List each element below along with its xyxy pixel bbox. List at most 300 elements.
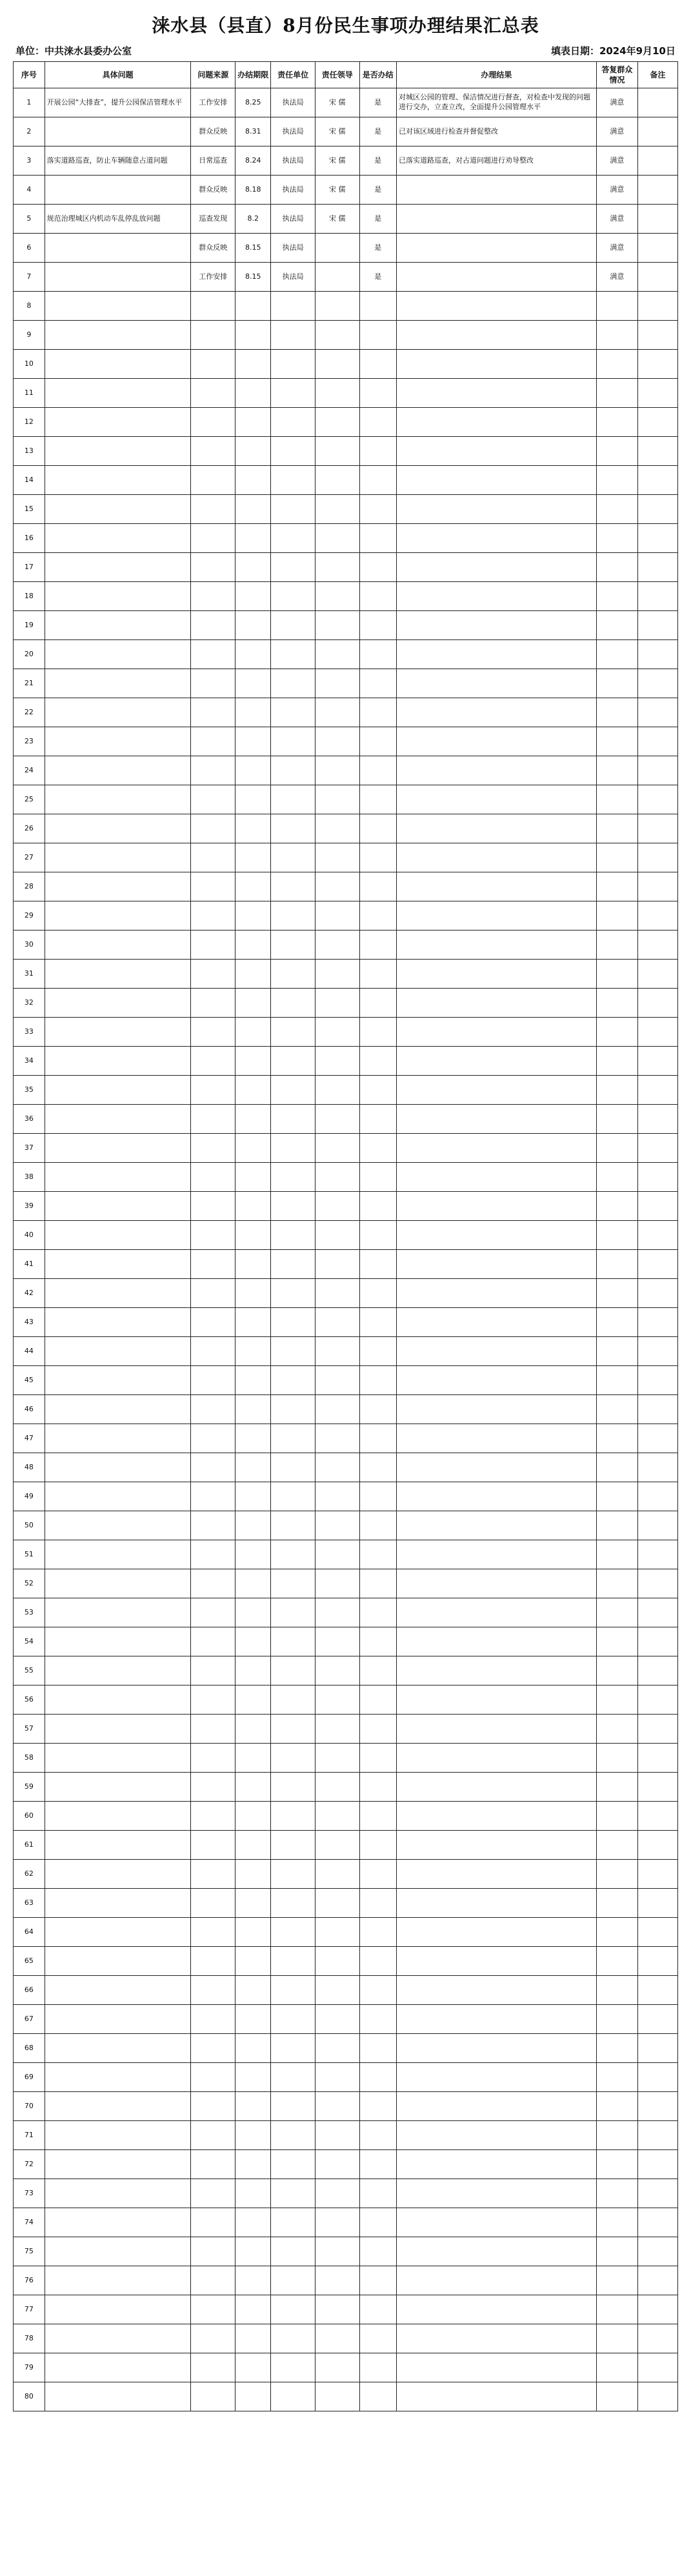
cell-issue [45,2063,191,2092]
cell-no: 42 [14,1279,45,1308]
cell-done [359,2005,397,2034]
cell-leader [315,756,359,785]
cell-done [359,2121,397,2150]
cell-no: 18 [14,582,45,611]
cell-issue [45,466,191,495]
cell-deadline [235,524,271,553]
cell-remark [637,2237,677,2266]
cell-result [397,495,597,524]
cell-result [397,1802,597,1831]
table-row [14,814,678,843]
cell-source [191,1453,235,1482]
cell-leader [315,1889,359,1918]
cell-result [397,292,597,321]
cell-no: 57 [14,1715,45,1744]
cell-issue [45,2237,191,2266]
cell-unit [271,1831,315,1860]
cell-leader [315,901,359,931]
cell-reply [596,698,637,727]
cell-no: 7 [14,263,45,292]
cell-issue [45,582,191,611]
cell-source: 巡查发现 [191,205,235,234]
cell-unit [271,1627,315,1656]
table-row [14,263,678,292]
cell-source [191,2208,235,2237]
cell-leader: 宋 儒 [315,205,359,234]
cell-issue [45,1540,191,1569]
cell-done [359,989,397,1018]
cell-unit [271,1395,315,1424]
cell-no: 54 [14,1627,45,1656]
cell-result [397,785,597,814]
cell-deadline [235,1105,271,1134]
cell-deadline: 8.18 [235,176,271,205]
cell-deadline [235,1221,271,1250]
cell-source: 群众反映 [191,176,235,205]
table-row [14,2295,678,2324]
cell-unit [271,989,315,1018]
cell-remark [637,727,677,756]
table-row [14,1685,678,1715]
cell-deadline [235,698,271,727]
cell-result [397,350,597,379]
cell-issue [45,1802,191,1831]
cell-done [359,1047,397,1076]
cell-remark [637,2121,677,2150]
cell-no: 37 [14,1134,45,1163]
cell-remark [637,408,677,437]
cell-source [191,1802,235,1831]
cell-deadline [235,756,271,785]
table-row [14,1018,678,1047]
cell-unit [271,321,315,350]
cell-remark [637,1221,677,1250]
cell-no: 64 [14,1918,45,1947]
column-header-result: 办理结果 [397,62,597,88]
cell-source [191,1569,235,1598]
cell-no: 10 [14,350,45,379]
cell-source [191,1105,235,1134]
table-row [14,2237,678,2266]
cell-remark [637,88,677,117]
cell-remark [637,640,677,669]
cell-no: 15 [14,495,45,524]
cell-remark [637,1540,677,1569]
cell-result [397,960,597,989]
cell-leader [315,1569,359,1598]
cell-unit [271,2295,315,2324]
cell-no: 65 [14,1947,45,1976]
table-row [14,524,678,553]
cell-reply [596,1918,637,1947]
cell-reply: 满意 [596,146,637,176]
cell-leader [315,698,359,727]
cell-deadline [235,2150,271,2179]
cell-reply [596,437,637,466]
cell-done: 是 [359,234,397,263]
cell-deadline [235,785,271,814]
table-row [14,901,678,931]
cell-result [397,843,597,872]
cell-source [191,2295,235,2324]
cell-reply [596,1453,637,1482]
cell-source [191,2005,235,2034]
cell-issue [45,1831,191,1860]
cell-unit [271,611,315,640]
table-row [14,234,678,263]
cell-unit [271,2150,315,2179]
table-row [14,2121,678,2150]
cell-deadline [235,1250,271,1279]
cell-deadline [235,1337,271,1366]
cell-source [191,2150,235,2179]
cell-remark [637,2150,677,2179]
cell-reply [596,2208,637,2237]
table-row [14,1715,678,1744]
cell-source [191,872,235,901]
table-row [14,1076,678,1105]
cell-done [359,1540,397,1569]
cell-no: 33 [14,1018,45,1047]
cell-source [191,1076,235,1105]
cell-deadline [235,2382,271,2411]
cell-source [191,2121,235,2150]
cell-done [359,292,397,321]
table-row [14,2208,678,2237]
cell-unit [271,1221,315,1250]
table-row [14,1540,678,1569]
table-row [14,2005,678,2034]
cell-unit [271,1134,315,1163]
cell-reply [596,1308,637,1337]
cell-leader [315,1076,359,1105]
cell-no: 21 [14,669,45,698]
cell-result [397,1627,597,1656]
cell-no: 74 [14,2208,45,2237]
cell-no: 12 [14,408,45,437]
cell-reply [596,495,637,524]
table-row [14,2063,678,2092]
cell-deadline [235,321,271,350]
table-row [14,727,678,756]
cell-leader [315,931,359,960]
cell-unit [271,1947,315,1976]
cell-reply [596,640,637,669]
cell-reply [596,1831,637,1860]
cell-no: 35 [14,1076,45,1105]
cell-issue [45,1685,191,1715]
cell-issue [45,2179,191,2208]
cell-remark [637,234,677,263]
cell-issue [45,2382,191,2411]
cell-source [191,1308,235,1337]
cell-done: 是 [359,263,397,292]
cell-source [191,1366,235,1395]
cell-remark [637,321,677,350]
cell-leader [315,321,359,350]
table-row [14,2382,678,2411]
cell-unit [271,960,315,989]
cell-reply [596,2034,637,2063]
cell-reply [596,1192,637,1221]
cell-result [397,1134,597,1163]
table-row [14,1918,678,1947]
cell-deadline [235,1366,271,1395]
cell-leader [315,263,359,292]
cell-source: 日常巡查 [191,146,235,176]
cell-deadline [235,1860,271,1889]
cell-reply: 满意 [596,263,637,292]
cell-no: 60 [14,1802,45,1831]
cell-source [191,669,235,698]
cell-result [397,1773,597,1802]
cell-deadline: 8.25 [235,88,271,117]
cell-leader [315,582,359,611]
cell-remark [637,292,677,321]
cell-leader [315,1047,359,1076]
cell-issue [45,1511,191,1540]
cell-remark [637,1947,677,1976]
cell-unit [271,1163,315,1192]
cell-issue [45,1047,191,1076]
cell-leader [315,2121,359,2150]
cell-done [359,1308,397,1337]
cell-unit [271,2382,315,2411]
cell-remark [637,1831,677,1860]
cell-result [397,437,597,466]
cell-deadline [235,1424,271,1453]
cell-remark [637,1569,677,1598]
column-header-source: 问题来源 [191,62,235,88]
cell-done [359,350,397,379]
cell-result [397,1076,597,1105]
cell-no: 55 [14,1656,45,1685]
cell-source [191,640,235,669]
cell-done [359,931,397,960]
cell-result [397,1947,597,1976]
cell-unit: 执法局 [271,146,315,176]
cell-issue [45,2005,191,2034]
cell-remark [637,669,677,698]
cell-result [397,1715,597,1744]
cell-result [397,727,597,756]
cell-remark [637,1889,677,1918]
cell-done: 是 [359,205,397,234]
cell-result [397,1482,597,1511]
cell-result [397,1105,597,1134]
cell-source [191,1134,235,1163]
cell-done [359,2324,397,2353]
cell-source [191,989,235,1018]
cell-deadline [235,1976,271,2005]
cell-source [191,843,235,872]
cell-leader [315,1598,359,1627]
cell-remark [637,1773,677,1802]
cell-remark [637,1192,677,1221]
cell-done [359,1163,397,1192]
cell-unit [271,582,315,611]
cell-remark [637,1163,677,1192]
cell-reply [596,1105,637,1134]
cell-deadline [235,1279,271,1308]
cell-done [359,2092,397,2121]
cell-source [191,379,235,408]
cell-issue [45,1134,191,1163]
cell-deadline [235,727,271,756]
cell-source [191,756,235,785]
cell-leader [315,1976,359,2005]
cell-deadline [235,1831,271,1860]
cell-source [191,2179,235,2208]
cell-done [359,785,397,814]
cell-deadline [235,1744,271,1773]
cell-no: 80 [14,2382,45,2411]
cell-no: 61 [14,1831,45,1860]
cell-deadline [235,1163,271,1192]
cell-source [191,1221,235,1250]
cell-unit [271,2353,315,2382]
cell-deadline [235,960,271,989]
cell-issue [45,524,191,553]
cell-done [359,1831,397,1860]
cell-unit [271,1308,315,1337]
cell-unit [271,2237,315,2266]
cell-remark [637,1656,677,1685]
table-row [14,931,678,960]
cell-done [359,408,397,437]
table-row [14,1250,678,1279]
cell-source [191,2034,235,2063]
cell-leader [315,1744,359,1773]
cell-result [397,2382,597,2411]
cell-unit [271,495,315,524]
cell-result [397,1976,597,2005]
cell-result [397,1308,597,1337]
table-row [14,1279,678,1308]
cell-remark [637,1802,677,1831]
cell-leader [315,2034,359,2063]
cell-unit [271,2179,315,2208]
cell-leader: 宋 儒 [315,176,359,205]
cell-issue [45,2150,191,2179]
cell-unit [271,1802,315,1831]
cell-issue [45,350,191,379]
table-row [14,2034,678,2063]
cell-deadline [235,466,271,495]
cell-leader [315,611,359,640]
cell-remark [637,2034,677,2063]
cell-reply [596,2121,637,2150]
cell-reply [596,814,637,843]
cell-done [359,2034,397,2063]
cell-no: 47 [14,1424,45,1453]
cell-source [191,1947,235,1976]
cell-unit [271,1250,315,1279]
cell-leader [315,553,359,582]
cell-issue [45,408,191,437]
cell-done [359,437,397,466]
cell-unit [271,553,315,582]
cell-no: 22 [14,698,45,727]
cell-result [397,1221,597,1250]
cell-remark [637,582,677,611]
cell-unit [271,2266,315,2295]
cell-done [359,2208,397,2237]
table-row [14,843,678,872]
cell-source [191,1395,235,1424]
cell-issue [45,1221,191,1250]
cell-reply: 满意 [596,205,637,234]
cell-no: 8 [14,292,45,321]
cell-reply [596,553,637,582]
cell-done [359,1076,397,1105]
cell-leader [315,466,359,495]
cell-done [359,1424,397,1453]
cell-issue [45,1598,191,1627]
cell-issue [45,234,191,263]
cell-leader [315,785,359,814]
cell-result [397,1685,597,1715]
cell-done [359,1279,397,1308]
cell-unit [271,1482,315,1511]
cell-no: 67 [14,2005,45,2034]
cell-unit [271,640,315,669]
cell-result [397,1889,597,1918]
cell-no: 29 [14,901,45,931]
cell-reply [596,2382,637,2411]
cell-no: 16 [14,524,45,553]
cell-issue [45,1715,191,1744]
cell-source [191,1337,235,1366]
cell-leader: 宋 儒 [315,88,359,117]
cell-issue: 落实道路巡查，防止车辆随意占道问题 [45,146,191,176]
cell-result [397,1453,597,1482]
table-row [14,437,678,466]
cell-result [397,756,597,785]
cell-source [191,1831,235,1860]
cell-reply [596,292,637,321]
cell-issue: 开展公园“大排查”，提升公园保洁管理水平 [45,88,191,117]
cell-remark [637,901,677,931]
cell-done [359,495,397,524]
cell-leader [315,379,359,408]
cell-leader [315,1685,359,1715]
cell-no: 56 [14,1685,45,1715]
cell-done [359,727,397,756]
cell-result [397,1047,597,1076]
cell-result [397,1860,597,1889]
cell-leader [315,1627,359,1656]
column-header-reply: 答复群众情况 [596,62,637,88]
cell-result [397,263,597,292]
cell-reply [596,2266,637,2295]
table-row [14,1511,678,1540]
cell-source [191,960,235,989]
cell-unit [271,1715,315,1744]
cell-no: 19 [14,611,45,640]
cell-leader [315,2295,359,2324]
cell-remark [637,2295,677,2324]
cell-deadline [235,350,271,379]
cell-done [359,698,397,727]
cell-unit [271,1860,315,1889]
cell-unit [271,756,315,785]
cell-deadline [235,1076,271,1105]
cell-no: 50 [14,1511,45,1540]
table-row [14,1627,678,1656]
cell-source [191,408,235,437]
cell-no: 43 [14,1308,45,1337]
